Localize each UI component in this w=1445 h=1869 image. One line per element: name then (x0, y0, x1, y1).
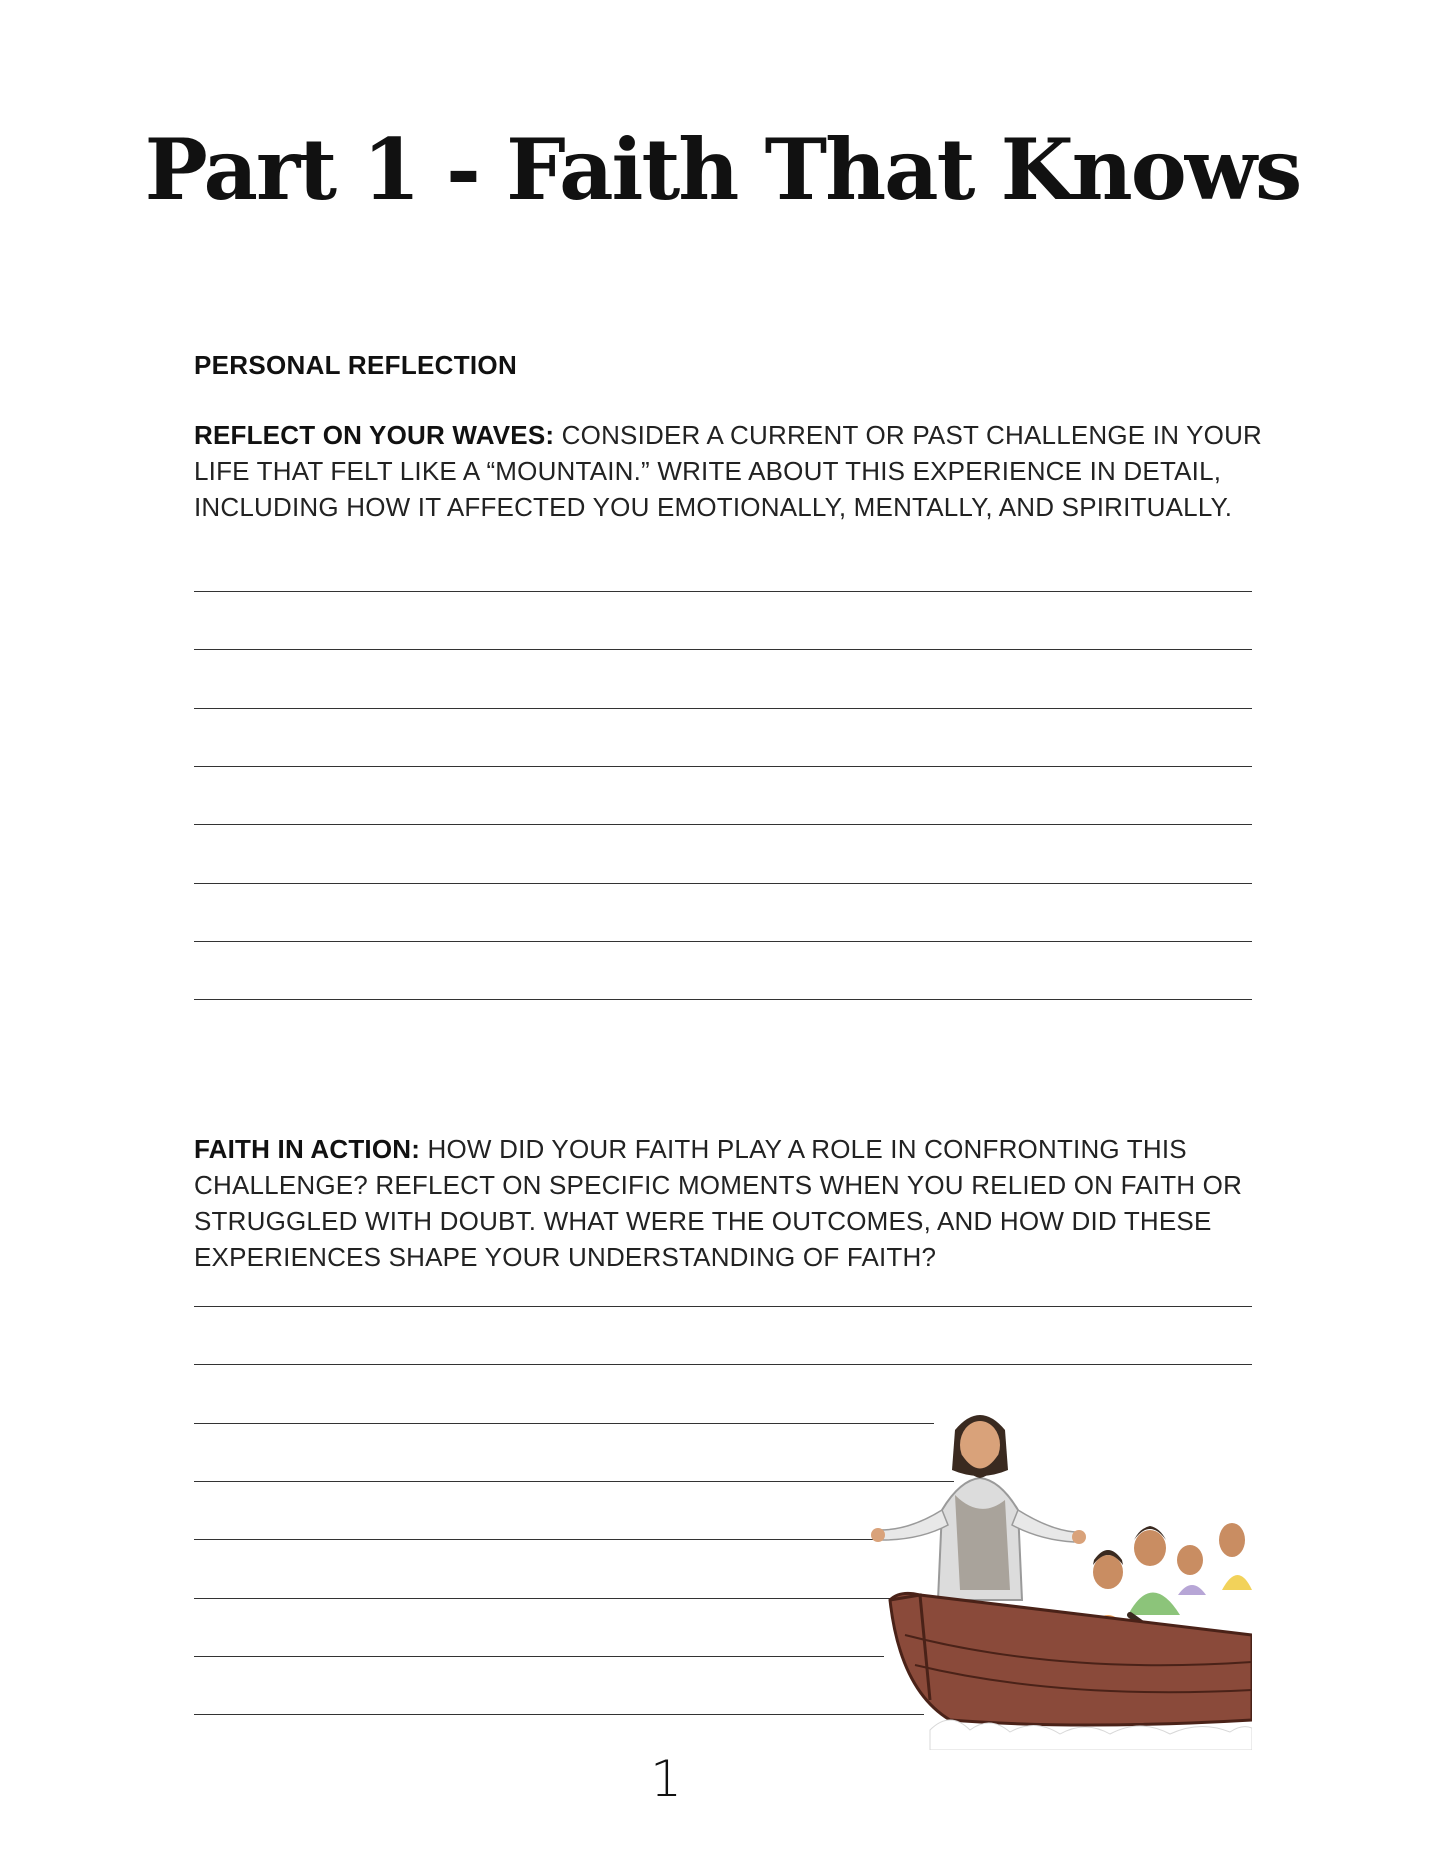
page-number: 1 (650, 1750, 682, 1808)
writing-line[interactable] (194, 1714, 924, 1715)
prompt-reflect-on-waves (194, 417, 1264, 525)
writing-line[interactable] (194, 883, 1252, 884)
writing-line[interactable] (194, 1656, 884, 1657)
prompt-faith-in-action (194, 1131, 1264, 1275)
writing-line[interactable] (194, 1598, 894, 1599)
writing-line[interactable] (194, 591, 1252, 592)
writing-line[interactable] (194, 766, 1252, 767)
prompt-body: CONSIDER A CURRENT OR PAST CHALLENGE IN YOUR LIFE THAT FELT LIKE A “MOUNTAIN.” WRITE ABOUT THIS EXPERIENCE IN DETAIL, INCLUDING HOW IT AFFECTED YOU EMOTIONALLY, MENTALLY, AND SPIRITUALLY. (194, 420, 1263, 522)
writing-line[interactable] (194, 1306, 1252, 1307)
writing-line[interactable] (194, 1364, 1252, 1365)
writing-line[interactable] (194, 999, 1252, 1000)
prompt-lead: REFLECT ON YOUR WAVES: (194, 420, 555, 450)
section-label: PERSONAL REFLECTION (194, 350, 518, 380)
writing-line[interactable] (194, 1539, 884, 1540)
prompt-body: HOW DID YOUR FAITH PLAY A ROLE IN CONFRONTING THIS CHALLENGE? REFLECT ON SPECIFIC MOMENTS WHEN YOU RELIED ON FAITH OR STRUGGLED WITH DOUBT. WHAT WERE THE OUTCOMES, AND HOW DID THESE EXPERIENCES SHAPE YOUR UNDERSTANDING OF FAITH? (194, 1134, 1243, 1272)
prompt-lead: FAITH IN ACTION: (194, 1134, 421, 1164)
writing-line[interactable] (194, 708, 1252, 709)
jesus-in-boat-with-disciples-illustration (860, 1400, 1252, 1750)
writing-line[interactable] (194, 1481, 954, 1482)
writing-line[interactable] (194, 649, 1252, 650)
writing-line[interactable] (194, 941, 1252, 942)
writing-line[interactable] (194, 824, 1252, 825)
writing-line[interactable] (194, 1423, 934, 1424)
page-title: Part 1 - Faith That Knows (144, 120, 1301, 219)
